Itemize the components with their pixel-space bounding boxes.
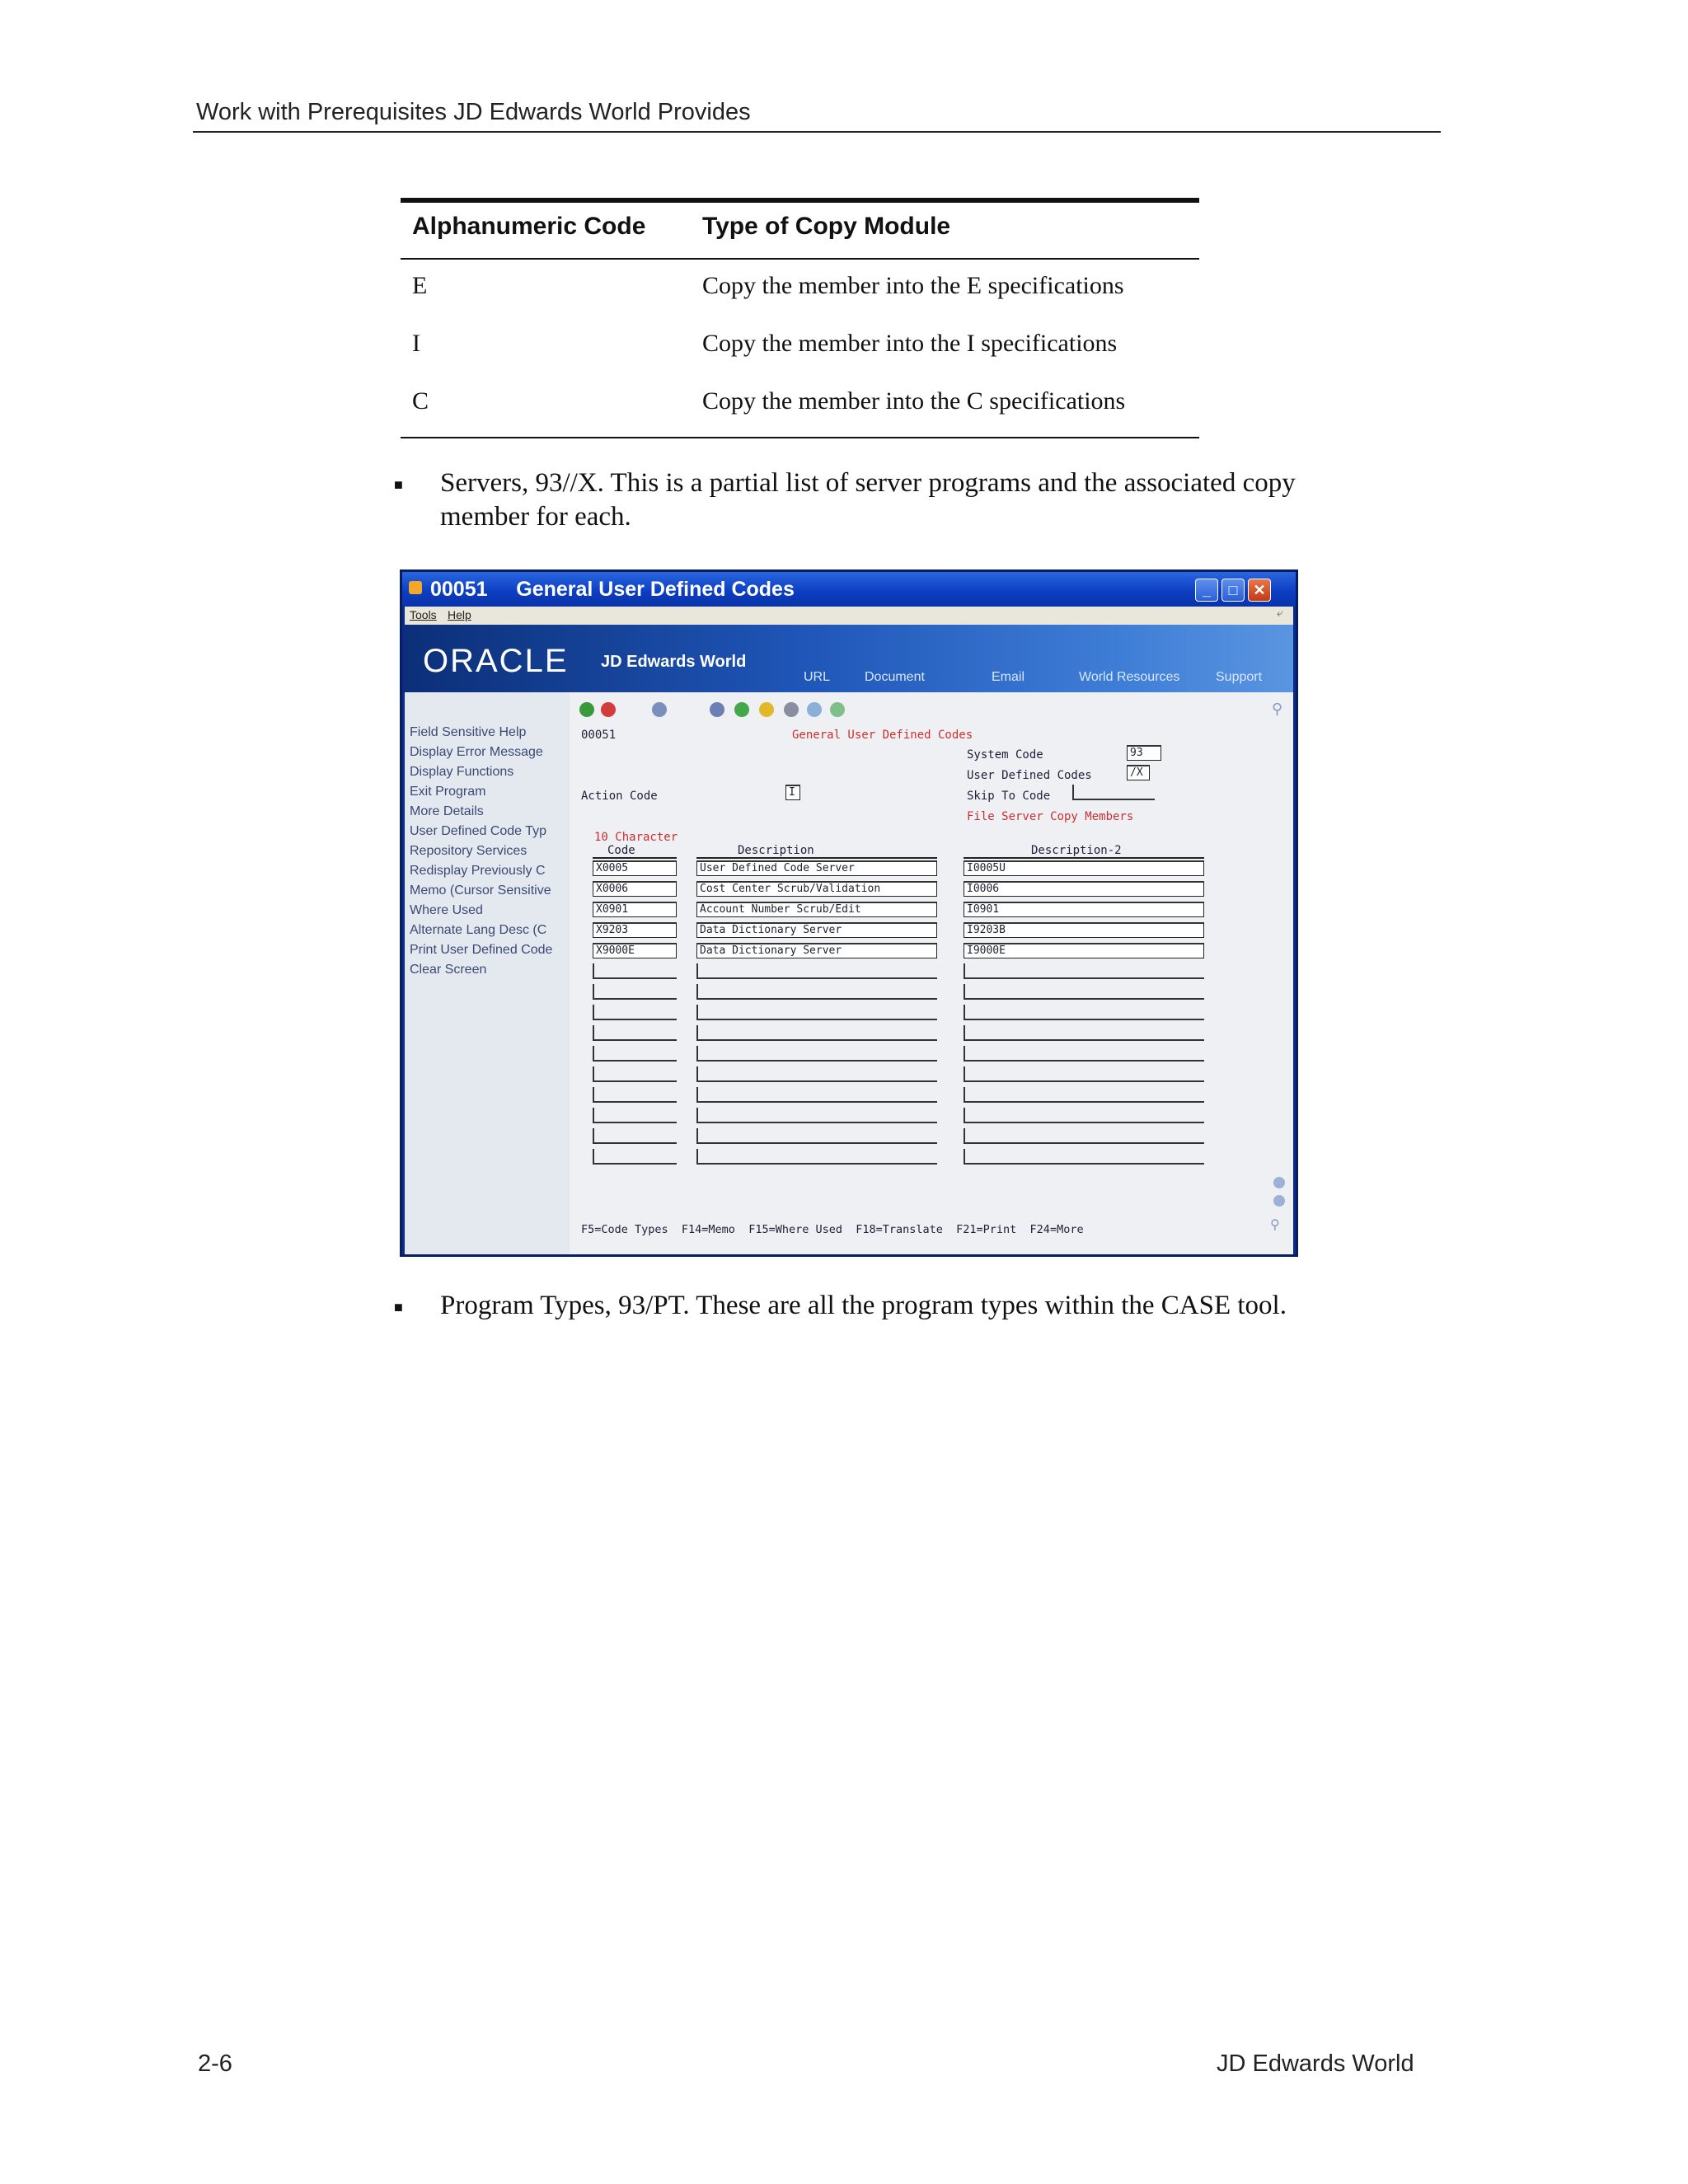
page-up-icon[interactable]: [1273, 1177, 1285, 1188]
sidebar-item[interactable]: Memo (Cursor Sensitive: [410, 883, 551, 898]
maximize-icon[interactable]: □: [1221, 579, 1245, 602]
code-field[interactable]: [593, 1046, 677, 1062]
help-icon[interactable]: [652, 702, 667, 717]
footer-title: JD Edwards World: [1217, 2050, 1414, 2077]
sidebar-item[interactable]: Display Error Message: [410, 745, 543, 759]
minimize-icon[interactable]: _: [1195, 579, 1218, 602]
sidebar-item[interactable]: Alternate Lang Desc (C: [410, 923, 547, 937]
menu-tools[interactable]: Tools: [410, 608, 437, 621]
bullet-text: Program Types, 93/PT. These are all the program types within the CASE tool.: [440, 1291, 1287, 1320]
sidebar-item[interactable]: Field Sensitive Help: [410, 725, 527, 739]
code-field[interactable]: [593, 1005, 677, 1020]
code-field[interactable]: X9000E: [593, 943, 677, 958]
column-code: Code: [607, 844, 635, 857]
description2-field[interactable]: I0006: [964, 881, 1204, 897]
screenshot-window: [400, 569, 1298, 1257]
magnify-icon[interactable]: ⚲: [1270, 1218, 1280, 1232]
udc-input[interactable]: /X: [1127, 765, 1150, 780]
code-field[interactable]: [593, 984, 677, 1000]
code-field[interactable]: [593, 1025, 677, 1041]
title-bar: [402, 572, 1296, 607]
program-id: 00051: [581, 729, 617, 742]
description-field[interactable]: [696, 1128, 937, 1144]
add-icon[interactable]: [734, 702, 749, 717]
udc-label: User Defined Codes: [967, 769, 1092, 782]
description2-field[interactable]: [964, 1025, 1204, 1041]
description-field[interactable]: Data Dictionary Server: [696, 943, 937, 958]
description2-field[interactable]: [964, 963, 1204, 979]
description-field[interactable]: [696, 1025, 937, 1041]
page-number: 2-6: [198, 2050, 232, 2077]
nav-world-resources[interactable]: World Resources: [1079, 670, 1180, 684]
sidebar-item[interactable]: User Defined Code Typ: [410, 824, 547, 838]
description-field[interactable]: Cost Center Scrub/Validation: [696, 881, 937, 897]
table-header-rule: [401, 258, 1199, 260]
description2-field[interactable]: I9000E: [964, 943, 1204, 958]
sidebar-item[interactable]: Clear Screen: [410, 963, 487, 977]
app-icon: [409, 581, 422, 594]
description2-field[interactable]: [964, 984, 1204, 1000]
description2-field[interactable]: [964, 1005, 1204, 1020]
function-sidebar: [405, 692, 570, 1254]
skip-to-code-label: Skip To Code: [967, 790, 1051, 803]
column-description-2: Description-2: [1031, 844, 1122, 857]
edit-icon[interactable]: [759, 702, 774, 717]
page-down-icon[interactable]: [1273, 1195, 1285, 1207]
sidebar-item[interactable]: Repository Services: [410, 844, 528, 858]
function-keys: F5=Code Types F14=Memo F15=Where Used F18=Translate F21=Print F24=More: [581, 1223, 1084, 1236]
header-rule: [193, 131, 1441, 133]
enter-icon[interactable]: [579, 702, 594, 717]
oracle-banner: [405, 625, 1293, 692]
code-field[interactable]: [593, 1066, 677, 1082]
info-icon[interactable]: [710, 702, 724, 717]
column-rule: [964, 857, 1204, 859]
file-server-label: File Server Copy Members: [967, 810, 1134, 823]
search-icon[interactable]: ⚲: [1272, 701, 1283, 717]
sidebar-item[interactable]: Redisplay Previously C: [410, 864, 546, 878]
table-cell-type: Copy the member into the C specifications: [702, 387, 1126, 415]
description2-field[interactable]: I0005U: [964, 860, 1204, 876]
copy-icon[interactable]: [807, 702, 822, 717]
description-field[interactable]: [696, 1005, 937, 1020]
table-bottom-rule: [401, 437, 1199, 438]
action-code-input[interactable]: I: [785, 785, 800, 800]
menu-bar: [405, 607, 1293, 625]
description-field[interactable]: [696, 1066, 937, 1082]
table-cell-type: Copy the member into the E specifications: [702, 272, 1124, 299]
description-field[interactable]: [696, 1046, 937, 1062]
description-field[interactable]: User Defined Code Server: [696, 860, 937, 876]
char-label: 10 Character: [594, 831, 678, 844]
export-icon[interactable]: [830, 702, 845, 717]
close-icon[interactable]: ✕: [1248, 579, 1271, 602]
logo-subtitle: JD Edwards World: [601, 653, 747, 671]
table-cell-code: I: [412, 330, 420, 357]
delete-icon[interactable]: [784, 702, 799, 717]
sidebar-item[interactable]: Where Used: [410, 903, 483, 917]
code-field[interactable]: [593, 1108, 677, 1123]
table-cell-code: C: [412, 387, 429, 415]
table-header-code: Alphanumeric Code: [412, 213, 646, 240]
description2-field[interactable]: [964, 1149, 1204, 1165]
action-code-label: Action Code: [581, 790, 658, 803]
description2-field[interactable]: [964, 1087, 1204, 1103]
system-code-input[interactable]: 93: [1127, 745, 1161, 761]
pin-icon[interactable]: ⤶: [1277, 607, 1283, 620]
description2-field[interactable]: [964, 1108, 1204, 1123]
running-head: Work with Prerequisites JD Edwards World Provides: [196, 99, 751, 125]
skip-to-code-input[interactable]: [1072, 785, 1155, 800]
sidebar-item[interactable]: Exit Program: [410, 785, 486, 799]
code-field[interactable]: X0901: [593, 902, 677, 917]
sidebar-item[interactable]: Print User Defined Code: [410, 943, 553, 957]
table-header-type: Type of Copy Module: [702, 213, 951, 240]
code-field[interactable]: [593, 1128, 677, 1144]
description-field[interactable]: Account Number Scrub/Edit: [696, 902, 937, 917]
code-field[interactable]: [593, 1087, 677, 1103]
bullet-text-cont: member for each.: [440, 502, 631, 532]
oracle-logo: ORACLE: [423, 643, 569, 679]
sidebar-item[interactable]: Display Functions: [410, 765, 514, 779]
description-field[interactable]: [696, 1149, 937, 1165]
table-cell-code: E: [412, 272, 428, 299]
code-field[interactable]: [593, 1149, 677, 1165]
table-top-rule: [401, 198, 1199, 203]
description-field[interactable]: [696, 1108, 937, 1123]
column-rule: [593, 857, 677, 859]
description-field[interactable]: [696, 984, 937, 1000]
nav-url[interactable]: URL: [804, 670, 831, 684]
code-field[interactable]: X9203: [593, 922, 677, 938]
form-title: General User Defined Codes: [792, 729, 973, 742]
system-code-label: System Code: [967, 748, 1043, 762]
description-field[interactable]: [696, 963, 937, 979]
bullet-text: Servers, 93//X. This is a partial list of server programs and the associated copy: [440, 468, 1296, 498]
description-field[interactable]: [696, 1087, 937, 1103]
description-field[interactable]: Data Dictionary Server: [696, 922, 937, 938]
sidebar-item[interactable]: More Details: [410, 804, 484, 818]
bullet-marker: ■: [394, 1299, 403, 1315]
column-rule: [696, 857, 937, 859]
menu-help[interactable]: Help: [448, 608, 471, 621]
code-field[interactable]: X0006: [593, 881, 677, 897]
nav-document[interactable]: Document: [865, 670, 925, 684]
description2-field[interactable]: [964, 1128, 1204, 1144]
window-title: 00051 General User Defined Codes: [430, 578, 795, 601]
column-description: Description: [738, 844, 814, 857]
code-field[interactable]: [593, 963, 677, 979]
code-field[interactable]: X0005: [593, 860, 677, 876]
form-area: [405, 692, 1293, 1254]
description2-field[interactable]: I9203B: [964, 922, 1204, 938]
table-cell-type: Copy the member into the I specifications: [702, 330, 1118, 357]
description2-field[interactable]: [964, 1066, 1204, 1082]
nav-support[interactable]: Support: [1216, 670, 1263, 684]
description2-field[interactable]: I0901: [964, 902, 1204, 917]
bullet-marker: ■: [394, 476, 403, 493]
description2-field[interactable]: [964, 1046, 1204, 1062]
nav-email[interactable]: Email: [992, 670, 1025, 684]
cancel-icon[interactable]: [601, 702, 616, 717]
